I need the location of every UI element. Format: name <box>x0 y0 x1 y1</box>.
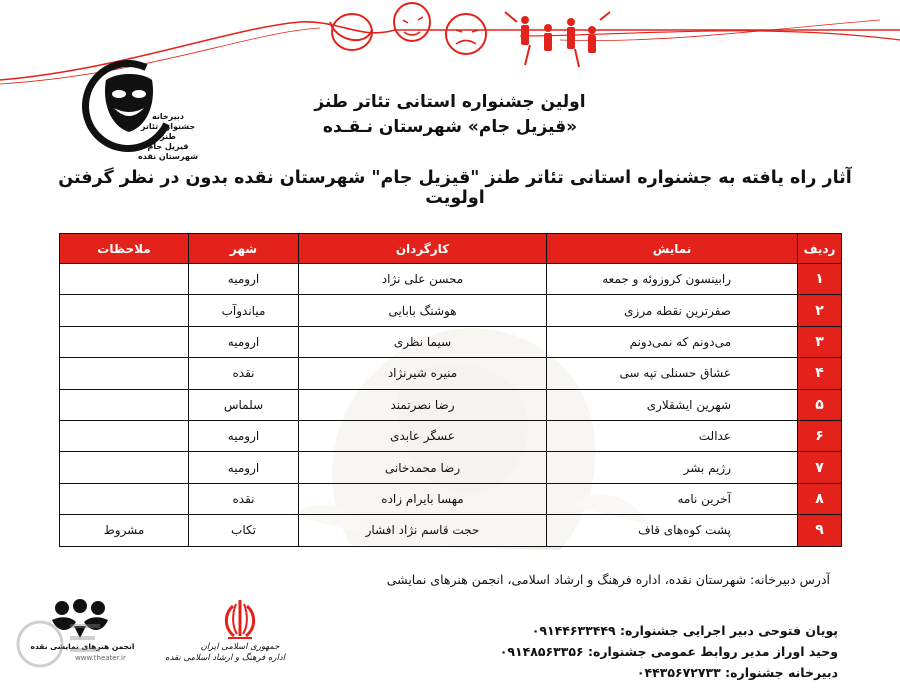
city-name: میاندوآب <box>189 295 299 326</box>
city-name: تکاب <box>189 515 299 546</box>
director-name: سیما نظری <box>299 326 547 357</box>
watermark-url: www.theater.ir <box>75 654 126 662</box>
play-title: رابینسون کروزوئه و جمعه <box>547 264 798 295</box>
secretariat-address: آدرس دبیرخانه: شهرستان نقده، اداره فرهنگ و ارشاد اسلامی، انجمن هنرهای نمایشی <box>386 572 830 587</box>
play-title: آخرین نامه <box>547 483 798 514</box>
notes-cell <box>60 420 189 451</box>
header-play: نمایش <box>547 234 798 264</box>
table-row <box>60 358 842 389</box>
festival-title-line1: اولین جشنواره استانی تئاتر طنز <box>314 92 586 112</box>
play-title: عشاق حسنلی تپه سی <box>547 358 798 389</box>
play-title: پشت کوه‌های قاف <box>547 515 798 546</box>
play-title: می‌دونم که نمی‌دونم <box>547 326 798 357</box>
row-number: ۷ <box>798 452 842 483</box>
site-watermark-logo <box>10 616 105 676</box>
city-name: ارومیه <box>189 452 299 483</box>
director-name: عسگر عابدی <box>299 420 547 451</box>
city-name: نقده <box>189 358 299 389</box>
notes-cell <box>60 483 189 514</box>
logo-caption: دبیرخانه جشنواره تئاتر طنز قیزیل جام شهرستان نقده <box>138 112 198 161</box>
city-name: سلماس <box>189 389 299 420</box>
row-number: ۶ <box>798 420 842 451</box>
director-name: حجت قاسم نژاد افشار <box>299 515 547 546</box>
play-title: شهرین ایشقلاری <box>547 389 798 420</box>
row-number: ۱ <box>798 264 842 295</box>
play-title: رژیم بشر <box>547 452 798 483</box>
header-row-number: ردیف <box>798 234 842 264</box>
director-name: هوشنگ بابایی <box>299 295 547 326</box>
contact-public-relations: وحید اوراز مدیر روابط عمومی جشنواره: ۰۹۱۴۸۵۶۳۳۵۶ <box>499 644 838 659</box>
city-name: ارومیه <box>189 420 299 451</box>
results-table <box>59 233 842 547</box>
contact-executive-secretary: پویان فتوحی دبیر اجرایی جشنواره: ۰۹۱۴۴۶۳۳۴۴۹ <box>531 623 838 638</box>
row-number: ۴ <box>798 358 842 389</box>
table-row <box>60 452 842 483</box>
play-title: صفرترین نقطه مرزی <box>547 295 798 326</box>
table-row <box>60 264 842 295</box>
festival-title <box>250 90 650 140</box>
table-row <box>60 389 842 420</box>
play-title: عدالت <box>547 420 798 451</box>
header-director: کارگردان <box>299 234 547 264</box>
director-name: منیره شیرنژاد <box>299 358 547 389</box>
notes-cell <box>60 264 189 295</box>
director-name: رضا نصرتمند <box>299 389 547 420</box>
page-heading: آثار راه یافته به جشنواره استانی تئاتر طنز "قیزیل جام" شهرستان نقده بدون در نظر گرفتن اولویت <box>58 168 852 208</box>
contact-secretariat: دبیرخانه جشنواره: ۰۴۴۳۵۶۷۲۷۳۳ <box>636 665 838 680</box>
table-header-row <box>60 234 842 264</box>
emblem-caption-office: اداره فرهنگ و ارشاد اسلامی نقده <box>165 653 285 663</box>
table-row <box>60 326 842 357</box>
director-name: محسن علی نژاد <box>299 264 547 295</box>
header-notes: ملاحظات <box>60 234 189 264</box>
city-name: ارومیه <box>189 326 299 357</box>
iran-emblem-icon <box>220 596 260 642</box>
festival-title-line2: «قیزیل جام» شهرستان نـقـده <box>322 117 578 137</box>
notes-cell <box>60 452 189 483</box>
emblem-caption-country: جمهوری اسلامی ایران <box>200 642 280 652</box>
notes-cell <box>60 389 189 420</box>
row-number: ۳ <box>798 326 842 357</box>
notes-cell: مشروط <box>60 515 189 546</box>
festival-logo <box>78 58 203 161</box>
director-name: رضا محمدخانی <box>299 452 547 483</box>
row-number: ۸ <box>798 483 842 514</box>
city-name: نقده <box>189 483 299 514</box>
table-row <box>60 483 842 514</box>
row-number: ۲ <box>798 295 842 326</box>
association-caption: انجمن هنرهای نمایشی نقده <box>30 642 135 651</box>
contact-list <box>500 620 838 683</box>
notes-cell <box>60 326 189 357</box>
notes-cell <box>60 358 189 389</box>
director-name: مهسا بایرام زاده <box>299 483 547 514</box>
row-number: ۹ <box>798 515 842 546</box>
notes-cell <box>60 295 189 326</box>
table-row <box>60 420 842 451</box>
ministry-emblem <box>165 596 285 688</box>
table-row <box>60 515 842 546</box>
city-name: ارومیه <box>189 264 299 295</box>
row-number: ۵ <box>798 389 842 420</box>
table-row <box>60 295 842 326</box>
header-city: شهر <box>189 234 299 264</box>
